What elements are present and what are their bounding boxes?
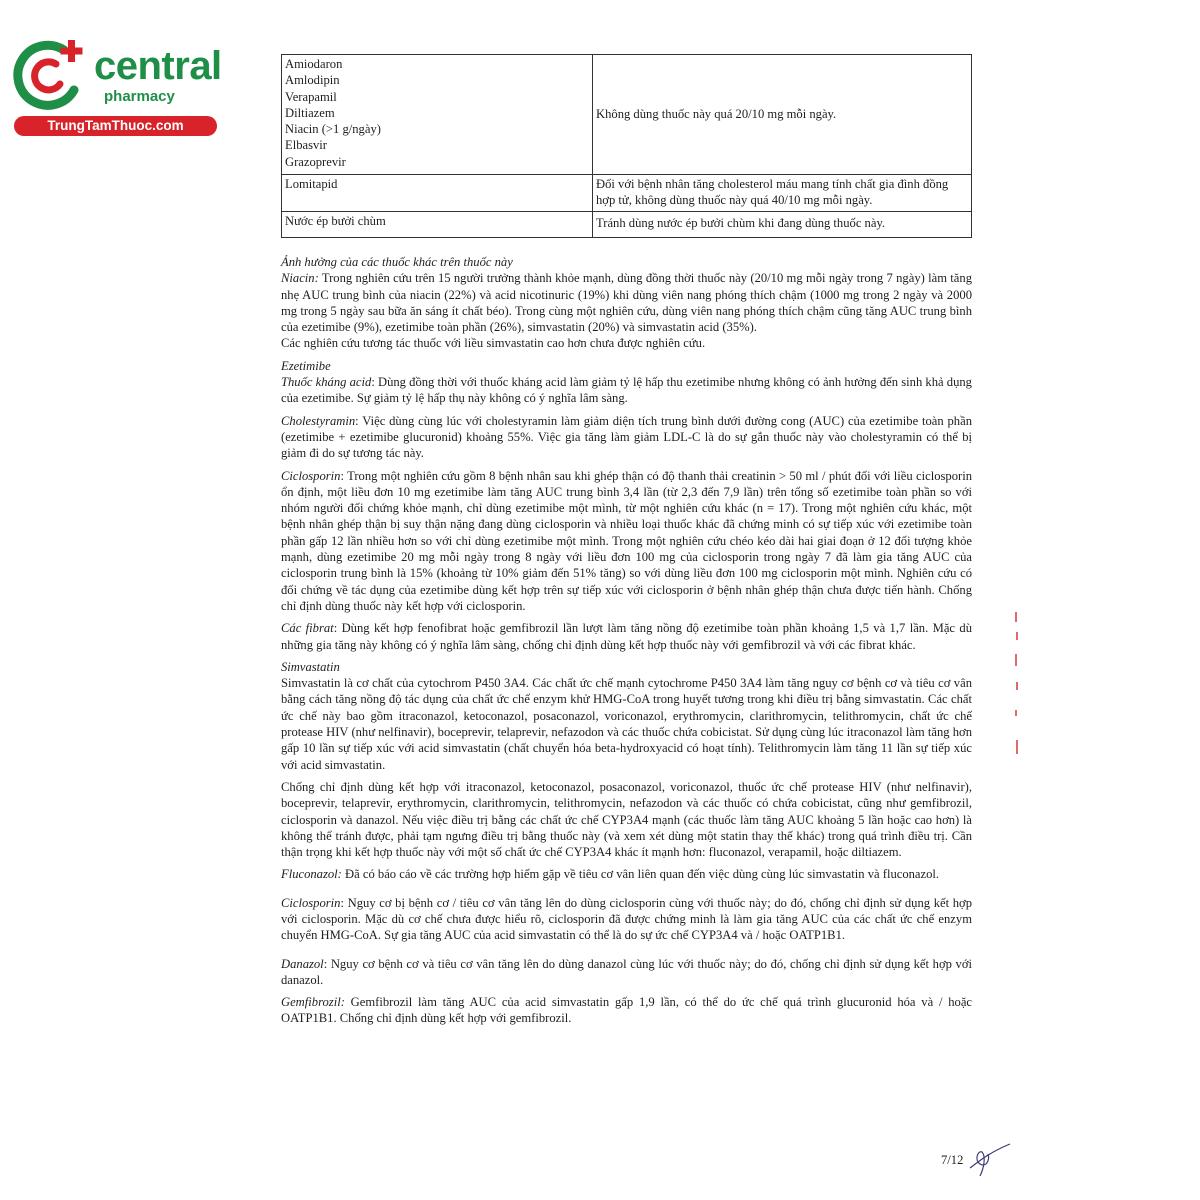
subheading-ezetimibe: Ezetimibe [281,358,331,373]
text-niacin: Trong nghiên cứu trên 15 người trưởng thành khỏe mạnh, dùng đồng thời thuốc này (20/10 mg mỗi ngày trong 7 ngày) làm tăng nhẹ AUC trung bình của niacin (22%) và acid nicotinuric (19%) khi dùng viên nang phóng thích chậm (1000 mg trong 2 ngày và 2000 mg trong 5 ngày sau bữa ăn sáng ít chất béo). Trong cùng một nghiên cứu, dùng viên nang phóng thích chậm cũng tăng AUC trung bình của ezetimibe (9%), ezetimibe toàn phần (26%), simvastatin (20%) và simvastatin acid (35%). [281,271,972,335]
table-row [282,55,972,175]
drug-cell [282,55,593,175]
paragraph-simvastatin-2: Chống chỉ định dùng kết hợp với itraconazol, ketoconazol, posaconazol, voriconazol, thuốc ức chế protease HIV (như nelfinavir), boceprevir, telaprevir, erythromycin, clarithromycin, telithromycin, nefazodon và các thuốc có chứa cobicistat, cũng như gemfibrozil, ciclosporin và danazol. Nếu việc điều trị bằng các chất ức chế CYP3A4 mạnh (các thuốc làm tăng AUC khoảng 5 lần hoặc cao hơn) là không thể tránh được, phải tạm ngưng điều trị bằng thuốc này (và xem xét dùng một statin thay thế khác) trong quá trình điều trị. Cần thận trọng khi kết hợp thuốc này với một số chất ức chế CYP3A4 khác ít mạnh hơn: fluconazol, verapamil, hoặc diltiazem. [281,779,972,860]
central-pharmacy-logo [8,36,222,136]
advice-cell: Không dùng thuốc này quá 20/10 mg mỗi ngày. [593,55,972,175]
label-fluconazol: Fluconazol: [281,867,342,882]
paragraph-simvastatin-1: Simvastatin là cơ chất của cytochrom P450 3A4. Các chất ức chế mạnh cytochrome P450 3A4 làm tăng nguy cơ bệnh cơ và tiêu cơ vân bằng cách tăng nồng độ tác dụng của chất ức chế enzym khử HMG-CoA trong huyết tương trong khi điều trị bằng simvastatin. Các chất ức chế này bao gồm itraconazol, ketoconazol, posaconazol, voriconazol, erythromycin, clarithromycin, telithromycin, chất ức chế protease HIV (như nelfinavir), boceprevir, telaprevir, nefazodon và các thuốc chứa cobicistat. Sử dụng cùng lúc itraconazol làm tăng hơn gấp 10 lần sự tiếp xúc với acid simvastatin (chất chuyển hóa beta-hydroxyacid có hoạt tính). Telithromycin làm tăng 11 lần sự tiếp xúc với acid simvastatin. [281,676,972,772]
page-number: 7/12 [941,1153,964,1167]
text-fluconazol: Đã có báo cáo về các trường hợp hiếm gặp về tiêu cơ vân liên quan đến việc dùng cùng lúc simvastatin và fluconazol. [341,867,940,882]
document-body [281,254,972,1027]
drug-name: Elbasvir [285,138,327,153]
label-gemfibrozil: Gemfibrozil: [281,995,345,1010]
text-antacid: : Dùng đồng thời với thuốc kháng acid làm giảm tỷ lệ hấp thu ezetimibe nhưng không có ảnh hưởng đến sinh khả dụng của ezetimibe. Sự giảm tỷ lệ hấp thụ này không có ý nghĩa lâm sàng. [281,375,972,406]
label-antacid: Thuốc kháng acid [281,375,372,390]
paragraph-gemfibrozil [281,994,972,1027]
scan-marks-icon [1013,612,1021,772]
paragraph-ciclosporin-simvastatin [281,895,972,944]
interaction-table [281,54,972,238]
section-title: Ảnh hưởng của các thuốc khác trên thuốc này [281,255,513,269]
drug-name: Verapamil [285,89,337,104]
label-fibrat: Các fibrat [281,621,334,636]
text-cholestyramin: : Việc dùng cùng lúc với cholestyramin làm giảm diện tích trung bình dưới đường cong (AUC) của ezetimibe toàn phần (ezetimibe + ezetimibe glucuronid) khoảng 55%. Việc gia tăng làm giảm LDL-C là do sự gắn thuốc này vào cholestyramin có thể bị giảm đi do sự tương tác này. [281,413,972,461]
drug-cell [282,211,593,237]
drug-name: Niacin (>1 g/ngày) [285,122,381,137]
signature-icon [960,1138,1016,1182]
text-ciclosporin: : Trong một nghiên cứu gồm 8 bệnh nhân sau khi ghép thận có độ thanh thải creatinin > 50 ml / phút đối với liều ciclosporin ổn định, một liều đơn 10 mg ezetimibe làm tăng AUC trung bình 3,4 lần (từ 2,3 đến 7,9 lần) trên tổng số ezetimibe toàn phần so với nhóm người đối chứng khỏe mạnh, chỉ dùng ezetimibe một mình, từ một nghiên cứu khác (n = 17). Trong một nghiên cứu khác, một bệnh nhân ghép thận bị suy thận nặng đang dùng ciclosporin và nhiều loại thuốc khác đã chứng minh có sự tiếp xúc với ezetimibe toàn phần gấp 12 lần nhiều hơn so với chỉ dùng ezetimibe một mình. Trong một nghiên cứu chéo kéo dài hai giai đoạn ở 12 đối tượng khỏe mạnh, dùng ezetimibe 20 mg mỗi ngày trong 8 ngày với liều đơn 100 mg của ciclosporin trong ngày 7 đã làm gia tăng AUC của ciclosporin trung bình là 15% (khoảng từ 10% giảm đến 51% tăng) so với dùng liều đơn 100 mg ciclosporin một mình. Nghiên cứu có đối chứng về tác dụng của ezetimibe dùng kết hợp trên sự tiếp xúc với ciclosporin ở bệnh nhân ghép thận chưa được tiến hành. Chống chỉ định dùng thuốc này kết hợp với ciclosporin. [281,468,972,613]
paragraph-fluconazol [281,866,972,882]
paragraph-fibrat [281,620,972,653]
table-row [282,211,972,237]
text-fibrat: : Dùng kết hợp fenofibrat hoặc gemfibrozil lần lượt làm tăng nồng độ ezetimibe toàn phần khoảng 1,5 và 1,7 lần. Mặc dù những gia tăng này không có ý nghĩa lâm sàng, chống chỉ định dùng kết hợp thuốc này với gemfibrozil và với các fibrat khác. [281,621,972,652]
drug-name: Amiodaron [285,57,343,71]
drug-name: Nước ép bưởi chùm [285,213,386,228]
table-row [282,175,972,212]
logo-tagline: pharmacy [104,88,175,105]
drug-name: Diltiazem [285,105,335,120]
label-niacin: Niacin: [281,271,319,286]
label-danazol: Danazol [281,956,324,971]
drug-name: Lomitapid [285,177,338,191]
logo-site-url[interactable]: TrungTamThuoc.com [14,116,217,136]
paragraph-danazol [281,956,972,989]
advice-cell: Tránh dùng nước ép bưởi chùm khi đang dùng thuốc này. [593,211,972,237]
paragraph-cholestyramin [281,413,972,462]
paragraph-ciclosporin-ezetimibe [281,468,972,615]
text-ciclosporin: : Nguy cơ bị bệnh cơ / tiêu cơ vân tăng lên do dùng ciclosporin cùng với thuốc này; do đó, chống chỉ định sử dụng kết hợp với ciclosporin. Mặc dù cơ chế chưa được hiểu rõ, ciclosporin đã được chứng minh là làm gia tăng AUC của các chất ức chế enzym chuyển HMG-CoA. Sự gia tăng AUC của acid simvastatin có thể là do sự ức chế CYP3A4 và / hoặc OATP1B1. [281,895,972,943]
logo-mark-icon [12,38,92,112]
drug-cell [282,175,593,212]
paragraph-niacin-note: Các nghiên cứu tương tác thuốc với liều simvastatin cao hơn chưa được nghiên cứu. [281,336,706,351]
label-ciclosporin: Ciclosporin [281,895,341,910]
drug-name: Amlodipin [285,73,340,88]
label-cholestyramin: Cholestyramin [281,413,356,428]
paragraph-niacin [281,270,972,335]
subheading-simvastatin: Simvastatin [281,659,340,674]
advice-cell: Đối với bệnh nhân tăng cholesterol máu mang tính chất gia đình đồng hợp tử, không dùng thuốc này quá 40/10 mg mỗi ngày. [593,175,972,212]
text-gemfibrozil: Gemfibrozil làm tăng AUC của acid simvastatin gấp 1,9 lần, có thể do ức chế quá trình glucuronid hóa và / hoặc OATP1B1. Chống chỉ định dùng kết hợp với gemfibrozil. [281,995,972,1026]
drug-name: Grazoprevir [285,154,346,169]
logo-name: central [94,44,222,88]
text-danazol: : Nguy cơ bệnh cơ và tiêu cơ vân tăng lên do dùng danazol cùng lúc với thuốc này; do đó, chống chỉ định sử dụng kết hợp với danazol. [281,956,972,987]
paragraph-antacid [281,374,972,407]
label-ciclosporin: Ciclosporin [281,468,341,483]
